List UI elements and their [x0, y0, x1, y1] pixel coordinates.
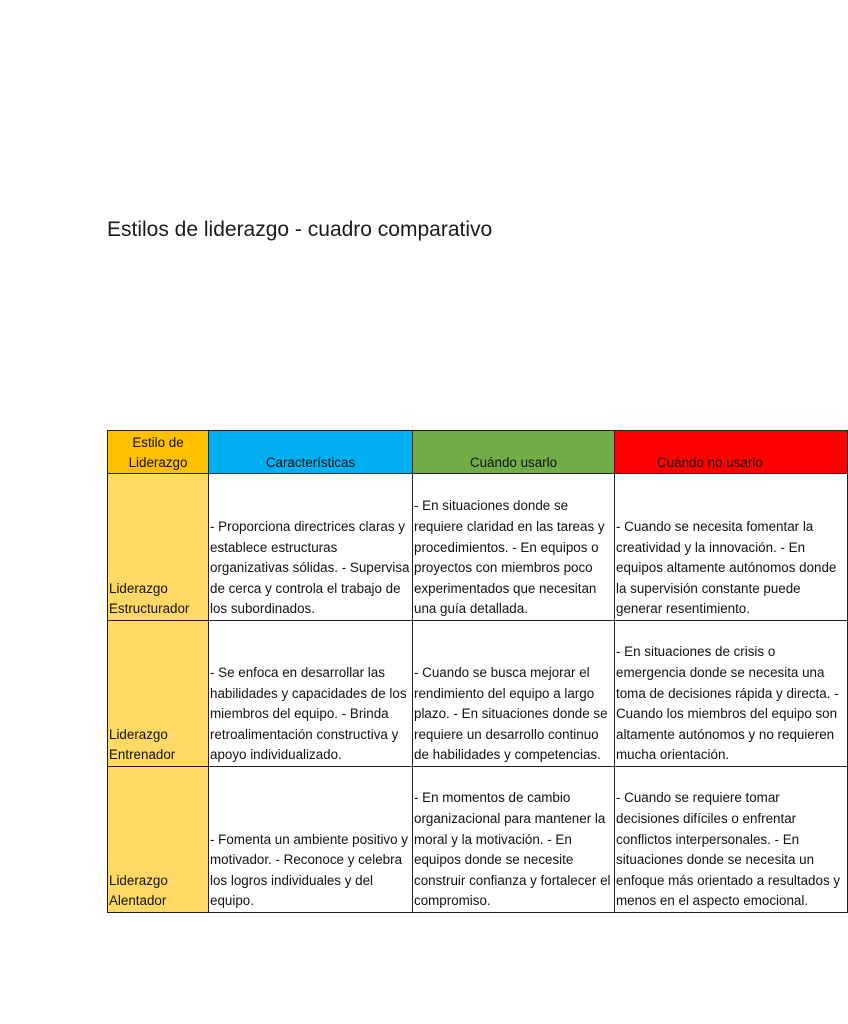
table-row [108, 474, 848, 621]
comparison-table-container [107, 430, 841, 920]
page-title: Estilos de liderazgo - cuadro comparativo [107, 218, 493, 241]
cuando-no-usarlo-cell: - Cuando se necesita fomentar la creatividad y la innovación. - En equipos altamente autónomos donde la supervisión constante puede generar resentimiento. [615, 474, 848, 621]
style-name-cell: Liderazgo Estructurador [108, 474, 209, 621]
caracteristicas-cell: - Proporciona directrices claras y establece estructuras organizativas sólidas. - Supervisa de cerca y controla el trabajo de los subordinados. [209, 474, 413, 621]
header-cuando-no-usarlo: Cuándo no usarlo [615, 431, 848, 474]
header-caracteristicas: Características [209, 431, 413, 474]
header-cuando-usarlo: Cuándo usarlo [413, 431, 615, 474]
cuando-no-usarlo-cell: - En situaciones de crisis o emergencia donde se necesita una toma de decisiones rápida y directa. - Cuando los miembros del equipo son altamente autónomos y no requieren mucha orientación. [615, 621, 848, 767]
cuando-no-usarlo-cell: - Cuando se requiere tomar decisiones difíciles o enfrentar conflictos interpersonales. - En situaciones donde se necesita un enfoque más orientado a resultados y menos en el aspecto emocional. [615, 767, 848, 913]
table-row [108, 767, 848, 913]
cuando-usarlo-cell: - En situaciones donde se requiere claridad en las tareas y procedimientos. - En equipos o proyectos con miembros poco experimentados que necesitan una guía detallada. [413, 474, 615, 621]
table-row [108, 621, 848, 767]
cuando-usarlo-cell: - Cuando se busca mejorar el rendimiento del equipo a largo plazo. - En situaciones donde se requiere un desarrollo continuo de habilidades y competencias. [413, 621, 615, 767]
table-header-row [108, 431, 848, 474]
comparison-table [107, 430, 848, 913]
header-estilo: Estilo de Liderazgo [108, 431, 209, 474]
caracteristicas-cell: - Fomenta un ambiente positivo y motivador. - Reconoce y celebra los logros individuales y del equipo. [209, 767, 413, 913]
style-name-cell: Liderazgo Alentador [108, 767, 209, 913]
cuando-usarlo-cell: - En momentos de cambio organizacional para mantener la moral y la motivación. - En equipos donde se necesite construir confianza y fortalecer el compromiso. [413, 767, 615, 913]
caracteristicas-cell: - Se enfoca en desarrollar las habilidades y capacidades de los miembros del equipo. - Brinda retroalimentación constructiva y apoyo individualizado. [209, 621, 413, 767]
style-name-cell: Liderazgo Entrenador [108, 621, 209, 767]
